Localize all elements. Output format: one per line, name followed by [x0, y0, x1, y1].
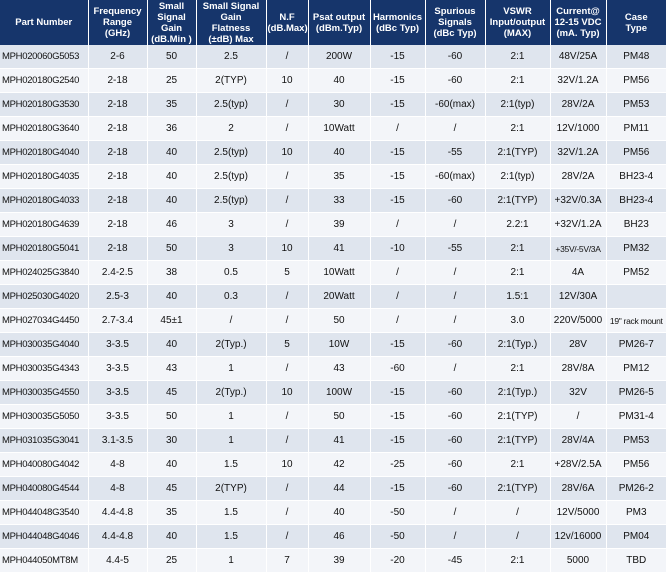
cell-spurious: -55 [425, 237, 485, 261]
cell-vswr: 2:1(typ) [485, 93, 550, 117]
cell-psat: 40 [308, 69, 370, 93]
cell-harmonics: / [370, 285, 425, 309]
table-row [0, 477, 666, 501]
cell-frequency-range: 3-3.5 [88, 381, 147, 405]
cell-spurious: / [425, 261, 485, 285]
cell-case-type: BH23-4 [606, 165, 666, 189]
cell-spurious: -55 [425, 141, 485, 165]
cell-flatness: 1.5 [196, 453, 266, 477]
cell-vswr: 2:1 [485, 357, 550, 381]
cell-frequency-range: 2.5-3 [88, 285, 147, 309]
cell-noise-figure: 10 [266, 69, 308, 93]
cell-psat: 30 [308, 93, 370, 117]
cell-part-number: MPH020180G3530 [0, 93, 88, 117]
cell-psat: 33 [308, 189, 370, 213]
cell-frequency-range: 2-6 [88, 45, 147, 69]
cell-flatness: 1 [196, 405, 266, 429]
cell-part-number: MPH044048G3540 [0, 501, 88, 525]
cell-case-type: PM32 [606, 237, 666, 261]
table-row [0, 309, 666, 333]
cell-current: 28V/2A [550, 165, 606, 189]
cell-flatness: / [196, 309, 266, 333]
cell-noise-figure: / [266, 525, 308, 549]
cell-psat: 42 [308, 453, 370, 477]
cell-vswr: 2:1(Typ.) [485, 381, 550, 405]
cell-frequency-range: 4-8 [88, 453, 147, 477]
table-row [0, 69, 666, 93]
cell-gain: 45 [147, 381, 196, 405]
header-vswr: VSWR Input/output (MAX) [485, 0, 550, 45]
cell-frequency-range: 2-18 [88, 213, 147, 237]
cell-case-type: PM56 [606, 453, 666, 477]
cell-noise-figure: 10 [266, 141, 308, 165]
cell-current: 28V/6A [550, 477, 606, 501]
cell-part-number: MPH030035G5050 [0, 405, 88, 429]
cell-frequency-range: 3.1-3.5 [88, 429, 147, 453]
cell-part-number: MPH040080G4544 [0, 477, 88, 501]
cell-current: / [550, 405, 606, 429]
cell-gain: 40 [147, 141, 196, 165]
cell-harmonics: / [370, 213, 425, 237]
cell-gain: 30 [147, 429, 196, 453]
cell-harmonics: -50 [370, 525, 425, 549]
cell-part-number: MPH020180G4040 [0, 141, 88, 165]
cell-frequency-range: 2.4-2.5 [88, 261, 147, 285]
cell-current: 220V/5000 [550, 309, 606, 333]
cell-psat: 200W [308, 45, 370, 69]
cell-spurious: / [425, 213, 485, 237]
cell-gain: 43 [147, 357, 196, 381]
cell-flatness: 3 [196, 213, 266, 237]
cell-noise-figure: / [266, 45, 308, 69]
cell-gain: 46 [147, 213, 196, 237]
cell-gain: 25 [147, 549, 196, 573]
cell-flatness: 3 [196, 237, 266, 261]
cell-current: 5000 [550, 549, 606, 573]
cell-spurious: -60 [425, 429, 485, 453]
cell-harmonics: -15 [370, 477, 425, 501]
cell-part-number: MPH020180G2540 [0, 69, 88, 93]
cell-case-type: PM26-2 [606, 477, 666, 501]
cell-harmonics: -15 [370, 45, 425, 69]
cell-frequency-range: 4.4-4.8 [88, 501, 147, 525]
header-frequency-range: Frequency Range (GHz) [88, 0, 147, 45]
cell-current: +32V/1.2A [550, 213, 606, 237]
cell-current: +32V/0.3A [550, 189, 606, 213]
cell-vswr: 2:1 [485, 549, 550, 573]
cell-vswr: 2:1(typ) [485, 165, 550, 189]
cell-vswr: 2:1(TYP) [485, 189, 550, 213]
cell-harmonics: / [370, 117, 425, 141]
cell-noise-figure: 10 [266, 453, 308, 477]
cell-current: +28V/2.5A [550, 453, 606, 477]
cell-noise-figure: / [266, 93, 308, 117]
cell-current: 12V/1000 [550, 117, 606, 141]
cell-flatness: 2.5 [196, 45, 266, 69]
cell-case-type: PM3 [606, 501, 666, 525]
cell-frequency-range: 2-18 [88, 117, 147, 141]
cell-spurious: / [425, 357, 485, 381]
cell-spurious: -45 [425, 549, 485, 573]
cell-gain: 40 [147, 285, 196, 309]
cell-case-type: PM53 [606, 429, 666, 453]
cell-noise-figure: / [266, 429, 308, 453]
cell-flatness: 2(TYP) [196, 69, 266, 93]
cell-frequency-range: 4.4-4.8 [88, 525, 147, 549]
cell-case-type: BH23-4 [606, 189, 666, 213]
cell-part-number: MPH024025G3840 [0, 261, 88, 285]
header-case-type: Case Type [606, 0, 666, 45]
cell-flatness: 2.5(typ) [196, 165, 266, 189]
cell-noise-figure: / [266, 501, 308, 525]
cell-case-type: 19" rack mount [606, 309, 666, 333]
cell-frequency-range: 3-3.5 [88, 357, 147, 381]
cell-spurious: -60 [425, 189, 485, 213]
cell-gain: 45±1 [147, 309, 196, 333]
cell-psat: 41 [308, 237, 370, 261]
cell-frequency-range: 3-3.5 [88, 405, 147, 429]
header-gain-flatness: Small Signal Gain Flatness (±dB) Max [196, 0, 266, 45]
cell-gain: 38 [147, 261, 196, 285]
table-row [0, 93, 666, 117]
table-row [0, 501, 666, 525]
cell-harmonics: -20 [370, 549, 425, 573]
cell-case-type: PM26-7 [606, 333, 666, 357]
cell-case-type: PM53 [606, 93, 666, 117]
cell-flatness: 1.5 [196, 501, 266, 525]
cell-noise-figure: / [266, 477, 308, 501]
cell-case-type: PM31-4 [606, 405, 666, 429]
cell-harmonics: -10 [370, 237, 425, 261]
cell-part-number: MPH030035G4343 [0, 357, 88, 381]
cell-case-type: PM04 [606, 525, 666, 549]
cell-part-number: MPH040080G4042 [0, 453, 88, 477]
cell-gain: 40 [147, 453, 196, 477]
cell-current: 28V [550, 333, 606, 357]
cell-psat: 40 [308, 141, 370, 165]
header-harmonics: Harmonics (dBc Typ) [370, 0, 425, 45]
cell-psat: 46 [308, 525, 370, 549]
table-row [0, 333, 666, 357]
cell-current: 48V/25A [550, 45, 606, 69]
header-noise-figure: N.F (dB.Max) [266, 0, 308, 45]
cell-gain: 35 [147, 93, 196, 117]
cell-psat: 44 [308, 477, 370, 501]
cell-gain: 50 [147, 405, 196, 429]
cell-vswr: 2:1(TYP) [485, 141, 550, 165]
cell-spurious: -60(max) [425, 165, 485, 189]
header-part-number: Part Number [0, 0, 88, 45]
cell-harmonics: -60 [370, 357, 425, 381]
cell-vswr: 2.2:1 [485, 213, 550, 237]
cell-case-type: PM52 [606, 261, 666, 285]
cell-psat: 10Watt [308, 261, 370, 285]
cell-noise-figure: / [266, 189, 308, 213]
cell-case-type: PM26-5 [606, 381, 666, 405]
cell-noise-figure: 7 [266, 549, 308, 573]
cell-current: 12v/16000 [550, 525, 606, 549]
cell-current: 12V/5000 [550, 501, 606, 525]
cell-noise-figure: / [266, 213, 308, 237]
table-row [0, 261, 666, 285]
table-row [0, 117, 666, 141]
cell-noise-figure: / [266, 117, 308, 141]
cell-vswr: 2:1(TYP) [485, 405, 550, 429]
cell-part-number: MPH044048G4046 [0, 525, 88, 549]
table-row [0, 381, 666, 405]
cell-part-number: MPH020180G5041 [0, 237, 88, 261]
cell-noise-figure: 5 [266, 333, 308, 357]
cell-part-number: MPH020180G4035 [0, 165, 88, 189]
header-spurious-signals: Spurious Signals (dBc Typ) [425, 0, 485, 45]
cell-case-type [606, 285, 666, 309]
cell-psat: 39 [308, 549, 370, 573]
cell-gain: 50 [147, 237, 196, 261]
cell-noise-figure: / [266, 165, 308, 189]
cell-flatness: 2(Typ.) [196, 333, 266, 357]
cell-harmonics: -15 [370, 93, 425, 117]
cell-vswr: 2:1(Typ.) [485, 333, 550, 357]
cell-case-type: PM11 [606, 117, 666, 141]
cell-harmonics: -15 [370, 429, 425, 453]
cell-case-type: PM56 [606, 69, 666, 93]
cell-flatness: 2.5(typ) [196, 141, 266, 165]
cell-noise-figure: / [266, 357, 308, 381]
cell-noise-figure: / [266, 405, 308, 429]
cell-current: 12V/30A [550, 285, 606, 309]
cell-current: 28V/2A [550, 93, 606, 117]
cell-noise-figure: / [266, 285, 308, 309]
cell-harmonics: / [370, 309, 425, 333]
cell-flatness: 2.5(typ) [196, 189, 266, 213]
table-row [0, 525, 666, 549]
cell-noise-figure: 5 [266, 261, 308, 285]
cell-noise-figure: / [266, 309, 308, 333]
table-row [0, 237, 666, 261]
table-row [0, 189, 666, 213]
cell-gain: 45 [147, 477, 196, 501]
cell-vswr: 2:1 [485, 453, 550, 477]
cell-spurious: -60 [425, 381, 485, 405]
cell-spurious: -60 [425, 333, 485, 357]
cell-spurious: -60(max) [425, 93, 485, 117]
cell-psat: 10W [308, 333, 370, 357]
cell-vswr: 2:1 [485, 117, 550, 141]
cell-spurious: / [425, 501, 485, 525]
header-small-signal-gain: Small Signal Gain (dB.Min ) [147, 0, 196, 45]
cell-psat: 41 [308, 429, 370, 453]
cell-noise-figure: 10 [266, 237, 308, 261]
cell-vswr: 2:1 [485, 261, 550, 285]
header-row [0, 0, 666, 45]
cell-current: 28V/4A [550, 429, 606, 453]
cell-vswr: / [485, 525, 550, 549]
cell-frequency-range: 2-18 [88, 237, 147, 261]
table-body [0, 45, 666, 573]
cell-frequency-range: 4.4-5 [88, 549, 147, 573]
cell-gain: 50 [147, 45, 196, 69]
cell-vswr: 2:1 [485, 237, 550, 261]
cell-spurious: -60 [425, 477, 485, 501]
cell-harmonics: -15 [370, 165, 425, 189]
cell-frequency-range: 2-18 [88, 189, 147, 213]
cell-frequency-range: 2-18 [88, 69, 147, 93]
cell-harmonics: -15 [370, 69, 425, 93]
cell-vswr: 2:1(TYP) [485, 429, 550, 453]
cell-psat: 100W [308, 381, 370, 405]
cell-current: 4A [550, 261, 606, 285]
cell-case-type: TBD [606, 549, 666, 573]
cell-part-number: MPH020180G3640 [0, 117, 88, 141]
cell-vswr: 2:1 [485, 45, 550, 69]
table-row [0, 357, 666, 381]
cell-psat: 20Watt [308, 285, 370, 309]
cell-harmonics: -15 [370, 405, 425, 429]
table-row [0, 45, 666, 69]
cell-flatness: 1 [196, 549, 266, 573]
cell-harmonics: -25 [370, 453, 425, 477]
cell-gain: 40 [147, 165, 196, 189]
header-psat-output: Psat output (dBm.Typ) [308, 0, 370, 45]
cell-part-number: MPH027034G4450 [0, 309, 88, 333]
cell-vswr: 2:1(TYP) [485, 477, 550, 501]
cell-vswr: 1.5:1 [485, 285, 550, 309]
table-row [0, 453, 666, 477]
cell-frequency-range: 2-18 [88, 93, 147, 117]
cell-spurious: -60 [425, 45, 485, 69]
cell-spurious: / [425, 285, 485, 309]
cell-flatness: 0.5 [196, 261, 266, 285]
table-row [0, 549, 666, 573]
cell-part-number: MPH030035G4550 [0, 381, 88, 405]
cell-case-type: BH23 [606, 213, 666, 237]
table-row [0, 141, 666, 165]
cell-harmonics: -15 [370, 189, 425, 213]
cell-harmonics: / [370, 261, 425, 285]
cell-case-type: PM48 [606, 45, 666, 69]
cell-psat: 40 [308, 501, 370, 525]
cell-gain: 35 [147, 501, 196, 525]
cell-current: 32V/1.2A [550, 69, 606, 93]
cell-current: 32V [550, 381, 606, 405]
table-row [0, 165, 666, 189]
cell-noise-figure: 10 [266, 381, 308, 405]
cell-frequency-range: 4-8 [88, 477, 147, 501]
table-row [0, 405, 666, 429]
cell-spurious: -60 [425, 405, 485, 429]
table-row [0, 213, 666, 237]
cell-current: 32V/1.2A [550, 141, 606, 165]
cell-part-number: MPH020060G5053 [0, 45, 88, 69]
cell-frequency-range: 2-18 [88, 165, 147, 189]
cell-psat: 39 [308, 213, 370, 237]
cell-psat: 35 [308, 165, 370, 189]
cell-gain: 40 [147, 333, 196, 357]
cell-vswr: 3.0 [485, 309, 550, 333]
cell-spurious: / [425, 117, 485, 141]
cell-flatness: 0.3 [196, 285, 266, 309]
cell-part-number: MPH031035G3041 [0, 429, 88, 453]
cell-gain: 36 [147, 117, 196, 141]
cell-harmonics: -15 [370, 381, 425, 405]
cell-frequency-range: 3-3.5 [88, 333, 147, 357]
cell-flatness: 1 [196, 357, 266, 381]
cell-harmonics: -15 [370, 141, 425, 165]
cell-flatness: 2(TYP) [196, 477, 266, 501]
cell-spurious: / [425, 525, 485, 549]
cell-current: +35V/-5V/3A [550, 237, 606, 261]
cell-spurious: -60 [425, 453, 485, 477]
cell-part-number: MPH020180G4639 [0, 213, 88, 237]
cell-harmonics: -15 [370, 333, 425, 357]
cell-spurious: -60 [425, 69, 485, 93]
cell-flatness: 2.5(typ) [196, 93, 266, 117]
cell-harmonics: -50 [370, 501, 425, 525]
header-current: Current@ 12-15 VDC (mA. Typ) [550, 0, 606, 45]
cell-vswr: / [485, 501, 550, 525]
table-row [0, 285, 666, 309]
cell-case-type: PM56 [606, 141, 666, 165]
cell-part-number: MPH044050MT8M [0, 549, 88, 573]
cell-flatness: 2 [196, 117, 266, 141]
cell-psat: 10Watt [308, 117, 370, 141]
cell-gain: 40 [147, 189, 196, 213]
cell-frequency-range: 2.7-3.4 [88, 309, 147, 333]
cell-frequency-range: 2-18 [88, 141, 147, 165]
table-row [0, 429, 666, 453]
cell-current: 28V/8A [550, 357, 606, 381]
cell-gain: 25 [147, 69, 196, 93]
cell-part-number: MPH030035G4040 [0, 333, 88, 357]
cell-flatness: 1.5 [196, 525, 266, 549]
cell-psat: 50 [308, 405, 370, 429]
cell-vswr: 2:1 [485, 69, 550, 93]
cell-flatness: 1 [196, 429, 266, 453]
cell-spurious: / [425, 309, 485, 333]
cell-case-type: PM12 [606, 357, 666, 381]
cell-part-number: MPH020180G4033 [0, 189, 88, 213]
cell-psat: 50 [308, 309, 370, 333]
cell-psat: 43 [308, 357, 370, 381]
cell-gain: 40 [147, 525, 196, 549]
cell-part-number: MPH025030G4020 [0, 285, 88, 309]
cell-flatness: 2(Typ.) [196, 381, 266, 405]
